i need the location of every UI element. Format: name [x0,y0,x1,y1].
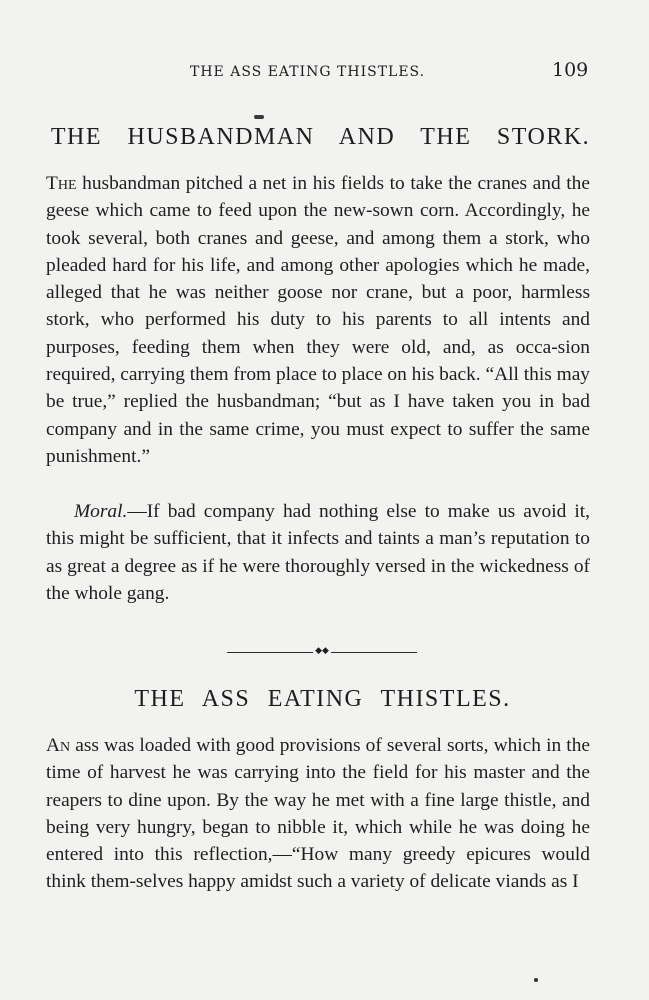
section-divider [227,646,417,656]
fable-body-husbandman-stork [46,170,590,470]
fable-body-ass-thistles [46,732,590,896]
running-head-title: THE ASS EATING THISTLES. [190,64,426,80]
divider-line-right [331,652,417,653]
fable-title-husbandman-stork: THE HUSBANDMAN AND THE STORK. [50,124,591,150]
fable-first-word: An [46,735,71,756]
moral-paragraph [46,498,590,607]
divider-line-left [227,652,313,653]
fable-first-word: The [46,173,77,194]
moral-label: Moral. [74,501,128,522]
ink-dot [534,978,538,982]
fable-title-ass-thistles: THE ASS EATING THISTLES. [134,686,511,712]
ink-speck [254,115,264,119]
divider-ornament: ◆◆ [315,646,329,656]
running-head [0,58,649,84]
page-number: 109 [552,59,589,81]
fable-body-text: ass was loaded with good provisions of several sorts, which in the time of harvest he was carrying into the field for his master and the reapers to dine upon. By the way he met with a fine large thistle, and being very hungry, began to nibble it, which while he was doing he entered into this reflection,—“How many greedy epicures would think them-selves happy amidst such a variety of delicate viands as I [46,735,590,893]
fable-body-text: husbandman pitched a net in his fields to take the cranes and the geese which came to feed upon the new-sown corn. Accordingly, he took several, both cranes and geese, and among them a stork, who pleaded hard for his life, and among other apologies which he made, alleged that he was neither goose nor crane, but a poor, harmless stork, who performed his duty to his parents to all intents and purposes, feeding them when they were old, and, as occa-sion required, carrying them from place to place on his back. “All this may be true,” replied the husbandman; “but as I have taken you in bad company and in the same crime, you must expect to suffer the same punishment.” [46,173,590,467]
moral-text: —If bad company had nothing else to make us avoid it, this might be sufficient, that it infects and taints a man’s reputation to as great a degree as if he were thoroughly versed in the wickedness of the whole gang. [46,501,590,604]
